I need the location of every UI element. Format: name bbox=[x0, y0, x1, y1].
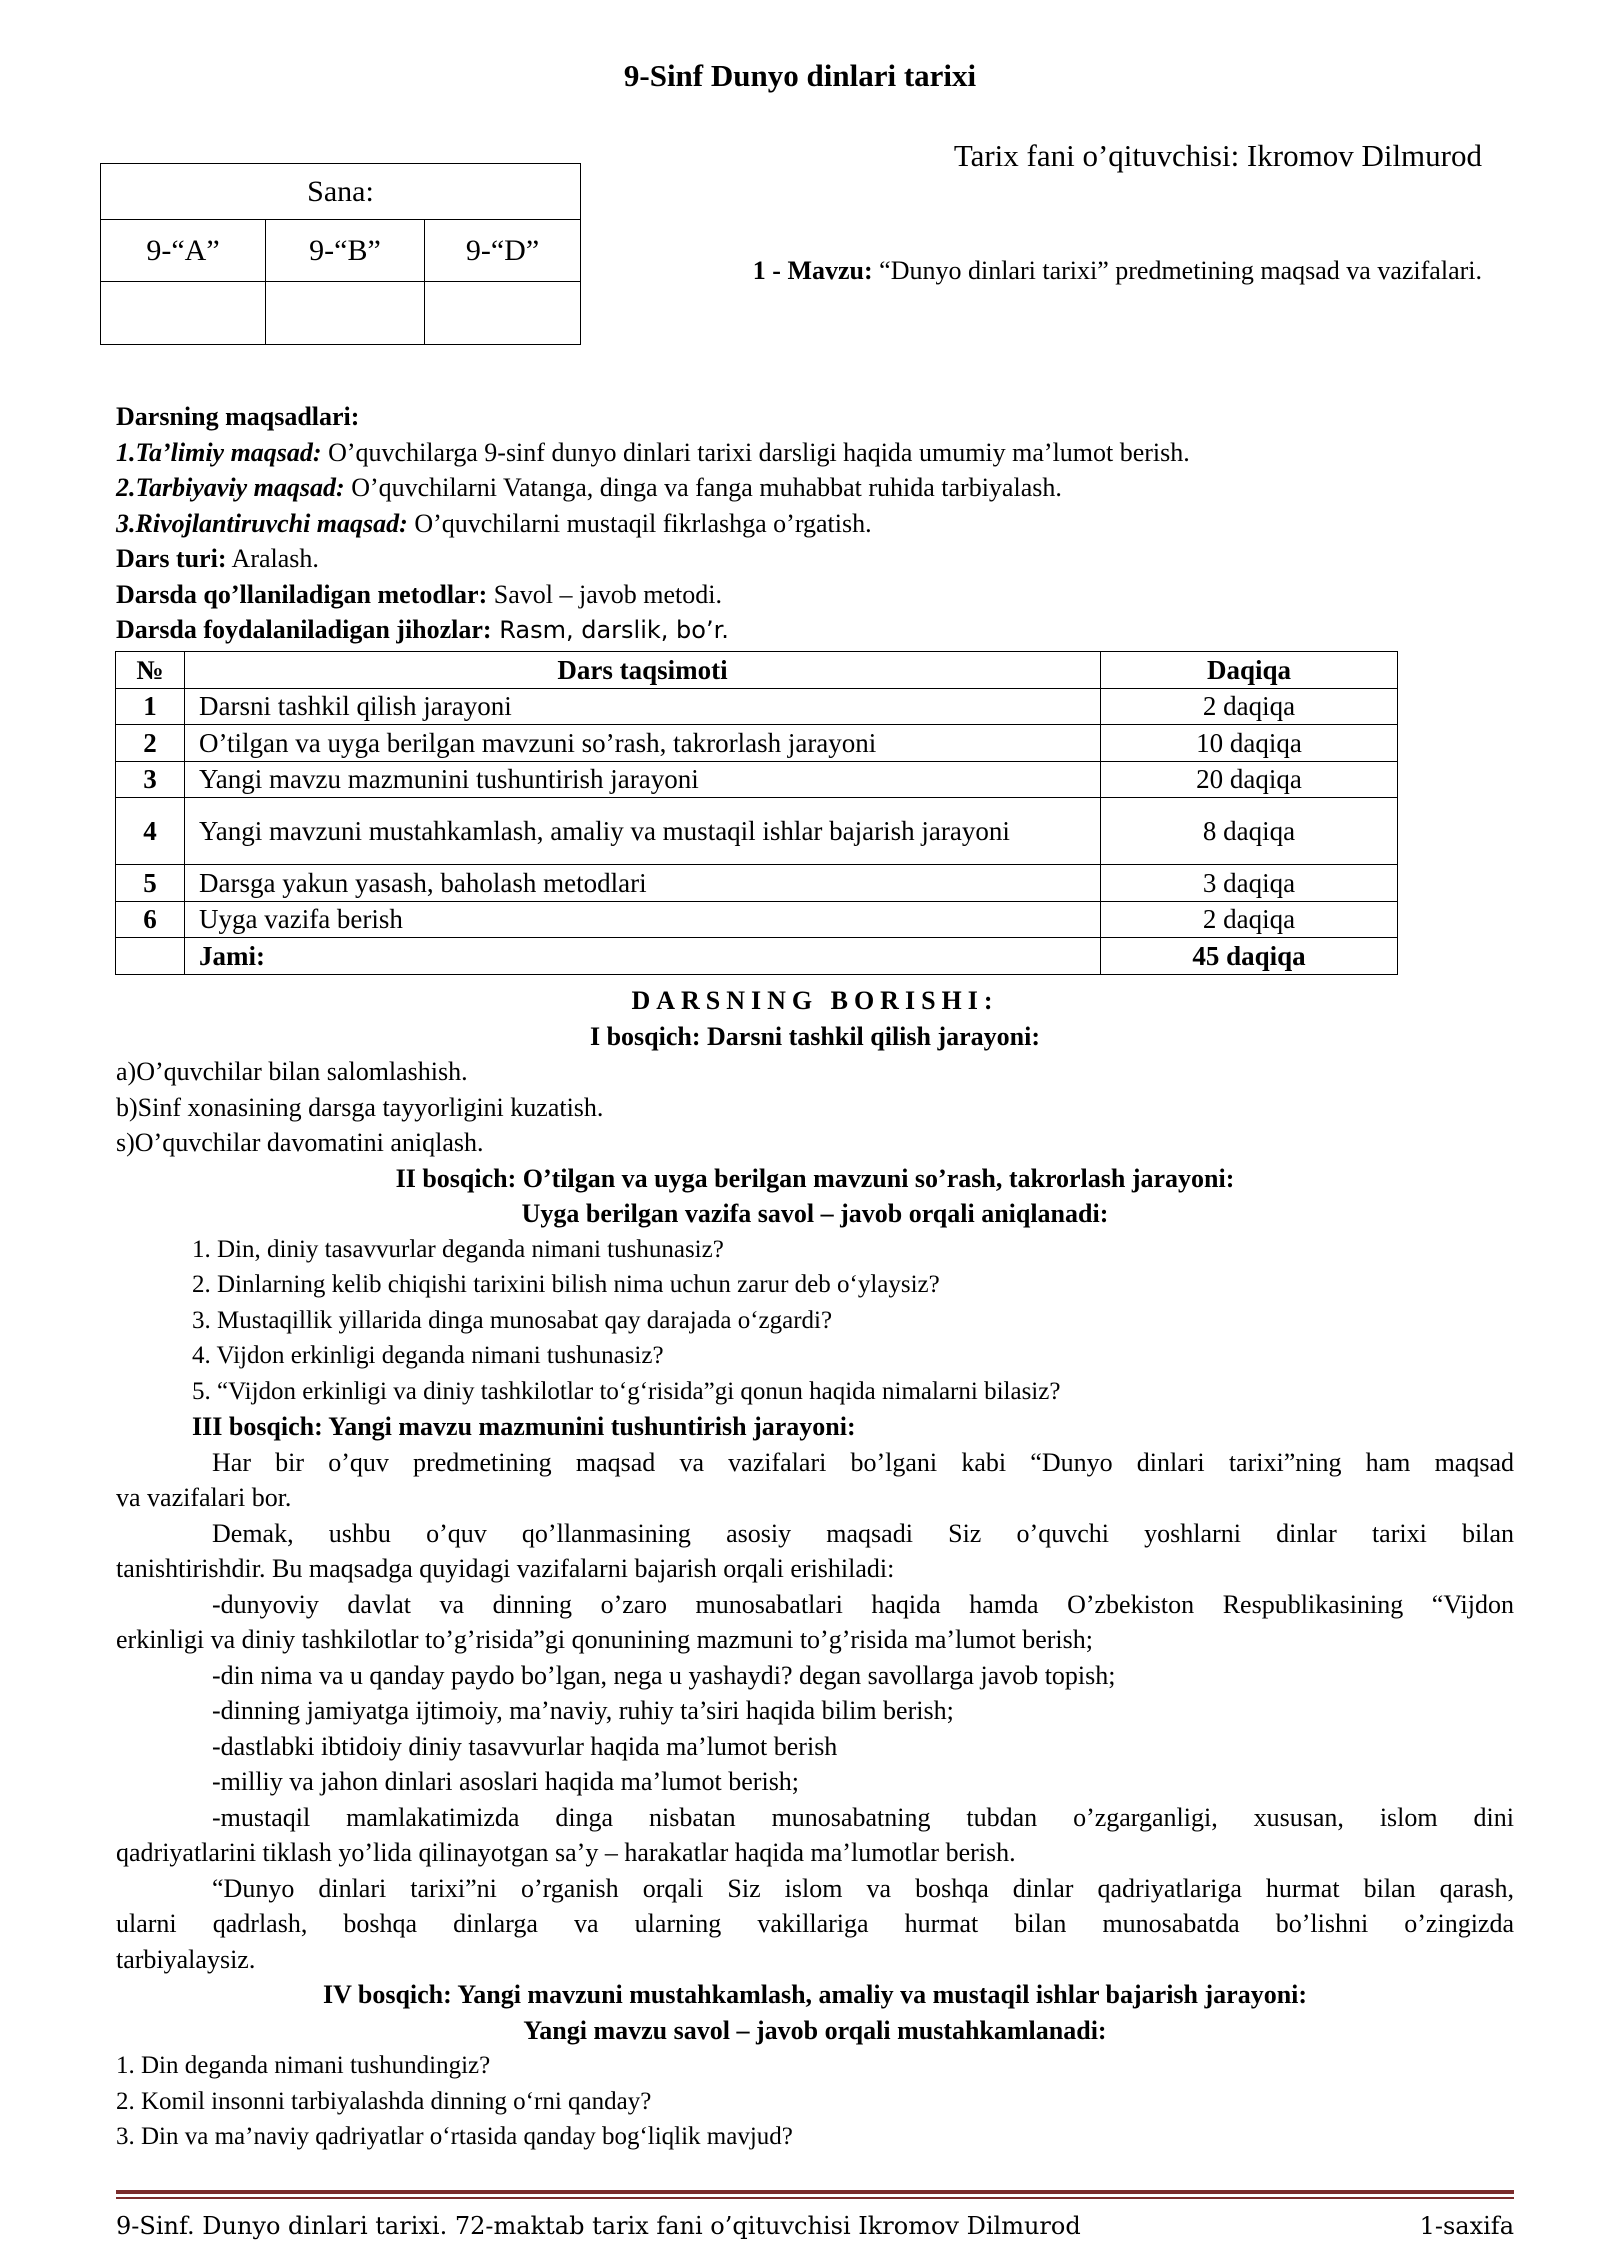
lesson-heading: DARSNING BORISHI: bbox=[631, 986, 999, 1015]
paragraph-line: Demak, ushbu o’quv qo’llanmasining asosiy maqsadi Siz o’quvchi yoshlarni dinlar tarixi bilan bbox=[212, 1518, 1514, 1548]
list-item: 3. Din va ma’naviy qadriyatlar o‘rtasida qanday bog‘liqlik mavjud? bbox=[116, 2123, 793, 2150]
list-item: s)O’quvchilar davomatini aniqlash. bbox=[116, 1128, 484, 1157]
topic-line bbox=[753, 256, 1482, 286]
topic-label: 1 - Mavzu: bbox=[752, 256, 873, 285]
paragraph-9 bbox=[116, 1871, 1514, 1978]
table-header-row bbox=[116, 652, 1398, 689]
page-title: 9-Sinf Dunyo dinlari tarixi bbox=[623, 58, 977, 93]
teacher-name: Tarix fani o’qituvchisi: Ikromov Dilmurod bbox=[953, 138, 1482, 173]
row-step: Darsga yakun yasash, baholash metodlari bbox=[185, 865, 1101, 902]
row-minutes: 10 daqiqa bbox=[1101, 725, 1398, 762]
table-total-row bbox=[116, 938, 1398, 975]
list-item: 1. Din deganda nimani tushundingiz? bbox=[116, 2052, 491, 2079]
row-number: 3 bbox=[116, 761, 185, 798]
goal-1-label: 1.Ta’limiy maqsad: bbox=[116, 437, 322, 467]
goal-2-label: 2.Tarbiyaviy maqsad: bbox=[116, 473, 345, 502]
total-number bbox=[116, 938, 185, 975]
paragraph-line: va vazifalari bor. bbox=[116, 1483, 292, 1512]
class-a-date bbox=[101, 282, 266, 345]
row-minutes: 2 daqiqa bbox=[1101, 901, 1398, 938]
paragraph-line: -dinning jamiyatga ijtimoiy, ma’naviy, ruhiy ta’siri haqida bilim berish; bbox=[212, 1696, 954, 1725]
lesson-goals bbox=[116, 399, 1496, 648]
row-minutes: 2 daqiqa bbox=[1101, 688, 1398, 725]
row-minutes: 8 daqiqa bbox=[1101, 798, 1398, 865]
row-number: 2 bbox=[116, 725, 185, 762]
col-number-header: № bbox=[116, 652, 185, 689]
goal-1-text: O’quvchilarga 9-sinf dunyo dinlari tarixi darsligi haqida umumiy ma’lumot berish. bbox=[321, 437, 1190, 467]
stage-3-heading: III bosqich: Yangi mavzu mazmunini tushuntirish jarayoni: bbox=[192, 1412, 856, 1441]
table-row bbox=[116, 725, 1398, 762]
table-row bbox=[116, 865, 1398, 902]
paragraph-line: -dunyoviy davlat va dinning o’zaro munosabatlari haqida hamda O’zbekiston Respublikasining “Vijdon bbox=[212, 1589, 1514, 1619]
paragraph-line: “Dunyo dinlari tarixi”ni o’rganish orqali Siz islom va boshqa dinlar qadriyatlariga hurmat bilan qarash, bbox=[212, 1873, 1514, 1903]
methods-value: Savol – javob metodi. bbox=[487, 579, 722, 609]
row-number: 6 bbox=[116, 901, 185, 938]
class-a-header: 9-“A” bbox=[101, 220, 266, 282]
list-item: 2. Dinlarning kelib chiqishi tarixini bilish nima uchun zarur deb o‘ylaysiz? bbox=[192, 1271, 940, 1298]
goal-3-label: 3.Rivojlantiruvchi maqsad: bbox=[116, 508, 408, 538]
class-d-date bbox=[425, 282, 581, 345]
topic-text: “Dunyo dinlari tarixi” predmetining maqsad va vazifalari. bbox=[872, 256, 1482, 285]
goals-heading: Darsning maqsadlari: bbox=[116, 402, 360, 431]
lesson-body bbox=[116, 983, 1514, 2155]
tools-value: Rasm, darslik, bo’r. bbox=[491, 616, 729, 644]
paragraph-8 bbox=[116, 1800, 1514, 1871]
paragraph-3 bbox=[116, 1587, 1514, 1658]
paragraph-line: -din nima va u qanday paydo bo’lgan, nega u yashaydi? degan savollarga javob topish; bbox=[212, 1660, 1116, 1690]
stage-4-subheading: Yangi mavzu savol – javob orqali mustahkamlanadi: bbox=[523, 2015, 1107, 2045]
row-number: 4 bbox=[116, 798, 185, 865]
stage-2-subheading: Uyga berilgan vazifa savol – javob orqali aniqlanadi: bbox=[521, 1199, 1109, 1228]
table-row bbox=[116, 798, 1398, 865]
row-minutes: 3 daqiqa bbox=[1101, 865, 1398, 902]
paragraph-1 bbox=[116, 1445, 1514, 1516]
row-number: 5 bbox=[116, 865, 185, 902]
footer-divider-thin bbox=[116, 2197, 1514, 2199]
row-number: 1 bbox=[116, 688, 185, 725]
footer-text: 9-Sinf. Dunyo dinlari tarixi. 72-maktab tarix fani o’qituvchisi Ikromov Dilmurod bbox=[116, 2212, 1081, 2240]
paragraph-line: -mustaqil mamlakatimizda dinga nisbatan munosabatning tubdan o’zgarganligi, xususan, islom dini bbox=[212, 1802, 1514, 1832]
class-b-date bbox=[266, 282, 425, 345]
methods-label: Darsda qo’llaniladigan metodlar: bbox=[116, 579, 488, 609]
paragraph-line: qadriyatlarini tiklash yo’lida qilinayotgan sa’y – harakatlar haqida ma’lumotlar berish. bbox=[116, 1838, 1016, 1867]
total-minutes: 45 daqiqa bbox=[1101, 938, 1398, 975]
lesson-type-value: Aralash. bbox=[226, 544, 319, 573]
lesson-type-label: Dars turi: bbox=[116, 544, 227, 573]
stage-2-heading: II bosqich: O’tilgan va uyga berilgan mavzuni so’rash, takrorlash jarayoni: bbox=[395, 1163, 1235, 1193]
table-row bbox=[116, 901, 1398, 938]
class-b-header: 9-“B” bbox=[266, 220, 425, 282]
row-step: Darsni tashkil qilish jarayoni bbox=[185, 688, 1101, 725]
lesson-plan-table bbox=[115, 651, 1398, 975]
list-item: a)O’quvchilar bilan salomlashish. bbox=[116, 1057, 468, 1086]
stage-4-heading: IV bosqich: Yangi mavzuni mustahkamlash, amaliy va mustaqil ishlar bajarish jarayoni: bbox=[322, 1980, 1308, 2009]
table-row bbox=[116, 761, 1398, 798]
footer-divider bbox=[116, 2190, 1514, 2194]
paragraph-2 bbox=[116, 1516, 1514, 1587]
goal-2-text: O’quvchilarni Vatanga, dinga va fanga muhabbat ruhida tarbiyalash. bbox=[344, 473, 1062, 502]
row-step: Yangi mavzuni mustahkamlash, amaliy va mustaqil ishlar bajarish jarayoni bbox=[185, 798, 1101, 865]
list-item: 5. “Vijdon erkinligi va diniy tashkilotlar to‘g‘risida”gi qonun haqida nimalarni bilasiz? bbox=[192, 1377, 1061, 1405]
row-step: Uyga vazifa berish bbox=[185, 901, 1101, 938]
list-item: 4. Vijdon erkinligi deganda nimani tushunasiz? bbox=[192, 1342, 664, 1369]
paragraph-line: erkinligi va diniy tashkilotlar to’g’risida”gi qonunining mazmuni to’g’risida ma’lumot berish; bbox=[116, 1625, 1093, 1654]
tools-label: Darsda foydalaniladigan jihozlar: bbox=[116, 615, 492, 644]
stage-1-heading: I bosqich: Darsni tashkil qilish jarayoni: bbox=[589, 1021, 1041, 1051]
list-item: 2. Komil insonni tarbiyalashda dinning o‘rni qanday? bbox=[116, 2087, 652, 2115]
paragraph-line: tanishtirishdir. Bu maqsadga quyidagi vazifalarni bajarish orqali erishiladi: bbox=[116, 1554, 895, 1583]
paragraph-line: ularni qadrlash, boshqa dinlarga va ularning vakillariga hurmat bilan munosabatda bo’lishni o’zingizda bbox=[116, 1909, 1514, 1938]
paragraph-line: tarbiyalaysiz. bbox=[116, 1944, 256, 1974]
paragraph-line: -dastlabki ibtidoiy diniy tasavvurlar haqida ma’lumot berish bbox=[212, 1731, 838, 1761]
paragraph-line: -milliy va jahon dinlari asoslari haqida ma’lumot berish; bbox=[212, 1767, 800, 1796]
col-minutes-header: Daqiqa bbox=[1101, 652, 1398, 689]
paragraph-line: Har bir o’quv predmetining maqsad va vazifalari bo’lgani kabi “Dunyo dinlari tarixi”ning ham maqsad bbox=[212, 1447, 1514, 1477]
col-step-header: Dars taqsimoti bbox=[185, 652, 1101, 689]
table-row bbox=[116, 688, 1398, 725]
list-item: 3. Mustaqillik yillarida dinga munosabat qay darajada o‘zgardi? bbox=[192, 1306, 833, 1334]
goal-3-text: O’quvchilarni mustaqil fikrlashga o’rgatish. bbox=[407, 508, 872, 538]
class-d-header: 9-“D” bbox=[425, 220, 581, 282]
page-number: 1-saxifa bbox=[1419, 2212, 1514, 2240]
row-minutes: 20 daqiqa bbox=[1101, 761, 1398, 798]
date-caption: Sana: bbox=[101, 164, 581, 220]
list-item: 1. Din, diniy tasavvurlar deganda nimani tushunasiz? bbox=[192, 1235, 724, 1263]
total-label: Jami: bbox=[185, 938, 1101, 975]
list-item: b)Sinf xonasining darsga tayyorligini kuzatish. bbox=[116, 1092, 604, 1122]
date-table bbox=[100, 163, 581, 345]
row-step: Yangi mavzu mazmunini tushuntirish jarayoni bbox=[185, 761, 1101, 798]
row-step: O’tilgan va uyga berilgan mavzuni so’rash, takrorlash jarayoni bbox=[185, 725, 1101, 762]
